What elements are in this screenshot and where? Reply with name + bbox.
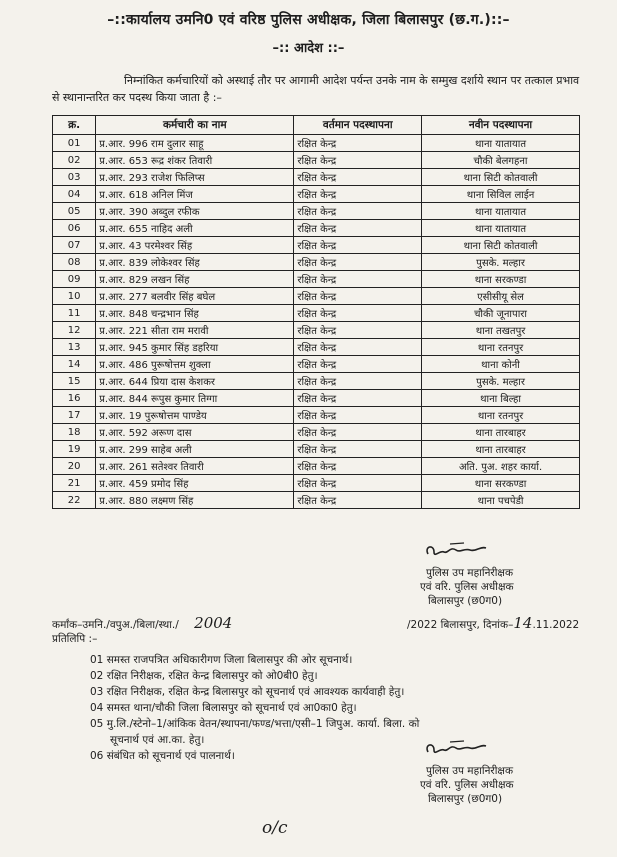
cell-serial: 19 [53, 441, 96, 458]
order-heading: –:: आदेश ::– [272, 41, 345, 56]
cell-current-posting: रक्षित केन्द्र [294, 186, 422, 203]
reference-date [407, 614, 579, 632]
table-row [53, 407, 580, 424]
col-header-serial: क्र. [53, 116, 96, 135]
table-row [53, 220, 580, 237]
cell-current-posting: रक्षित केन्द्र [294, 441, 422, 458]
cell-employee-name: प्र.आर. 43 परमेश्वर सिंह [96, 237, 294, 254]
signature-1-designation-2: एवं वरि. पुलिस अधीक्षक [420, 581, 514, 593]
table-row [53, 492, 580, 509]
cell-new-posting: थाना यातायात [422, 135, 580, 152]
cell-employee-name: प्र.आर. 19 पुरूषोत्तम पाण्डेय [96, 407, 294, 424]
reference-prefix: कर्मांक–उमनि./वपुअ./बिला/स्था./ [52, 619, 179, 631]
cell-serial: 18 [53, 424, 96, 441]
copy-item: 04 समस्त थाना/चौकी जिला बिलासपुर को सूचनार्थ एवं आ0का0 हेतु। [90, 702, 357, 714]
cell-new-posting: थाना सिटी कोतवाली [422, 237, 580, 254]
table-row [53, 356, 580, 373]
table-row [53, 186, 580, 203]
cell-serial: 04 [53, 186, 96, 203]
cell-serial: 09 [53, 271, 96, 288]
cell-new-posting: थाना रतनपुर [422, 407, 580, 424]
cell-serial: 02 [53, 152, 96, 169]
cell-employee-name: प्र.आर. 653 रूद्र शंकर तिवारी [96, 152, 294, 169]
cell-employee-name: प्र.आर. 221 सीता राम मरावी [96, 322, 294, 339]
table-body [53, 135, 580, 509]
cell-new-posting: थाना सिटी कोतवाली [422, 169, 580, 186]
cell-employee-name: प्र.आर. 655 नाहिद अली [96, 220, 294, 237]
copy-item: 02 रक्षित निरीक्षक, रक्षित केन्द्र बिलासपुर को ओ0बी0 हेतु। [90, 670, 318, 682]
cell-new-posting: थाना तारबाहर [422, 441, 580, 458]
table-row [53, 203, 580, 220]
cell-serial: 07 [53, 237, 96, 254]
signature-2-designation-2: एवं वरि. पुलिस अधीक्षक [420, 779, 514, 791]
cell-current-posting: रक्षित केन्द्र [294, 390, 422, 407]
cell-current-posting: रक्षित केन्द्र [294, 458, 422, 475]
table-header-row [53, 116, 580, 135]
cell-employee-name: प्र.आर. 844 रूपुस कुमार तिग्गा [96, 390, 294, 407]
table-row [53, 441, 580, 458]
cell-employee-name: प्र.आर. 996 राम दुलार साहू [96, 135, 294, 152]
table-row [53, 135, 580, 152]
cell-new-posting: थाना तारबाहर [422, 424, 580, 441]
cell-employee-name: प्र.आर. 277 बलवीर सिंह बघेल [96, 288, 294, 305]
reference-date-day: 14 [513, 614, 533, 632]
cell-new-posting: थाना तखतपुर [422, 322, 580, 339]
cell-new-posting: पुसके. मल्हार [422, 373, 580, 390]
table-row [53, 288, 580, 305]
table-row [53, 373, 580, 390]
reference-date-text: /2022 बिलासपुर, दिनांक– [407, 619, 514, 631]
office-title: –::कार्यालय उमनि0 एवं वरिष्ठ पुलिस अधीक्षक, जिला बिलासपुर (छ.ग.)::– [107, 12, 510, 28]
table-row [53, 424, 580, 441]
cell-current-posting: रक्षित केन्द्र [294, 373, 422, 390]
reference-line [52, 614, 592, 632]
cell-serial: 21 [53, 475, 96, 492]
cell-serial: 11 [53, 305, 96, 322]
cell-employee-name: प्र.आर. 390 अब्दुल रफीक [96, 203, 294, 220]
cell-employee-name: प्र.आर. 848 चन्द्रभान सिंह [96, 305, 294, 322]
cell-current-posting: रक्षित केन्द्र [294, 322, 422, 339]
order-intro-text: निम्नांकित कर्मचारियों को अस्थाई तौर पर आगामी आदेश पर्यन्त उनके नाम के सम्मुख दर्शाये स्थान पर तत्काल प्रभाव से स्थानान्तरित कर पदस्थ किया जाता है :– [52, 74, 580, 104]
col-header-employee-name: कर्मचारी का नाम [96, 116, 294, 135]
signature-scribble-1 [420, 540, 490, 562]
table-row [53, 305, 580, 322]
copy-to-label: प्रतिलिपि :– [52, 633, 98, 645]
table-row [53, 152, 580, 169]
cell-serial: 05 [53, 203, 96, 220]
cell-current-posting: रक्षित केन्द्र [294, 305, 422, 322]
cell-new-posting: थाना बिल्हा [422, 390, 580, 407]
cell-new-posting: अति. पुअ. शहर कार्या. [422, 458, 580, 475]
cell-serial: 06 [53, 220, 96, 237]
cell-serial: 16 [53, 390, 96, 407]
cell-employee-name: प्र.आर. 618 अनिल मिंज [96, 186, 294, 203]
signature-block-1 [420, 540, 514, 608]
cell-current-posting: रक्षित केन्द्र [294, 407, 422, 424]
cell-current-posting: रक्षित केन्द्र [294, 169, 422, 186]
col-header-new-posting: नवीन पदस्थापना [422, 116, 580, 135]
cell-employee-name: प्र.आर. 839 लोकेश्वर सिंह [96, 254, 294, 271]
table-row [53, 237, 580, 254]
cell-serial: 03 [53, 169, 96, 186]
cell-serial: 20 [53, 458, 96, 475]
table-row [53, 475, 580, 492]
cell-new-posting: चौकी जूनापारा [422, 305, 580, 322]
cell-current-posting: रक्षित केन्द्र [294, 152, 422, 169]
cell-serial: 10 [53, 288, 96, 305]
cell-new-posting: थाना यातायात [422, 220, 580, 237]
cell-serial: 08 [53, 254, 96, 271]
cell-employee-name: प्र.आर. 829 लखन सिंह [96, 271, 294, 288]
handwritten-note: o/c [262, 818, 288, 838]
cell-new-posting: थाना रतनपुर [422, 339, 580, 356]
signature-1-location: बिलासपुर (छ0ग0) [428, 595, 503, 607]
cell-new-posting: थाना कोनी [422, 356, 580, 373]
cell-current-posting: रक्षित केन्द्र [294, 254, 422, 271]
cell-employee-name: प्र.आर. 644 प्रिया दास केशकर [96, 373, 294, 390]
signature-scribble-2 [420, 738, 490, 760]
cell-employee-name: प्र.आर. 261 सतेश्वर तिवारी [96, 458, 294, 475]
cell-employee-name: प्र.आर. 299 साहेब अली [96, 441, 294, 458]
cell-current-posting: रक्षित केन्द्र [294, 135, 422, 152]
transfer-table [52, 115, 580, 509]
copy-item-continuation: सूचनार्थ एवं आ.का. हेतु। [110, 734, 205, 746]
cell-current-posting: रक्षित केन्द्र [294, 271, 422, 288]
cell-employee-name: प्र.आर. 293 राजेश फिलिप्स [96, 169, 294, 186]
reference-number: 2004 [194, 614, 233, 632]
copy-item: 06 संबंधित को सूचनार्थ एवं पालनार्थ। [90, 750, 235, 762]
copy-item: 01 समस्त राजपत्रित अधिकारीगण जिला बिलासपुर की ओर सूचनार्थ। [90, 654, 353, 666]
col-header-current-posting: वर्तमान पदस्थापना [294, 116, 422, 135]
cell-employee-name: प्र.आर. 486 पुरूषोत्तम शुक्ला [96, 356, 294, 373]
cell-employee-name: प्र.आर. 880 लक्ष्मण सिंह [96, 492, 294, 509]
cell-employee-name: प्र.आर. 459 प्रमोद सिंह [96, 475, 294, 492]
reference-date-suffix: .11.2022 [532, 619, 580, 631]
table-row [53, 458, 580, 475]
table-row [53, 322, 580, 339]
cell-current-posting: रक्षित केन्द्र [294, 288, 422, 305]
copy-item: 05 मु.लि./स्टेनो–1/आंकिक वेतन/स्थापना/फण्ड/भत्ता/एसी–1 जिपुअ. कार्या. बिला. को [90, 718, 420, 730]
cell-new-posting: थाना सरकण्डा [422, 271, 580, 288]
cell-new-posting: थाना पचपेडी [422, 492, 580, 509]
cell-new-posting: थाना सरकण्डा [422, 475, 580, 492]
cell-new-posting: थाना यातायात [422, 203, 580, 220]
cell-current-posting: रक्षित केन्द्र [294, 492, 422, 509]
cell-serial: 01 [53, 135, 96, 152]
cell-serial: 13 [53, 339, 96, 356]
signature-2-designation: पुलिस उप महानिरीक्षक [426, 765, 514, 777]
signature-2-location: बिलासपुर (छ0ग0) [428, 793, 503, 805]
table-row [53, 169, 580, 186]
cell-new-posting: थाना सिविल लाईन [422, 186, 580, 203]
cell-employee-name: प्र.आर. 945 कुमार सिंह डहरिया [96, 339, 294, 356]
cell-current-posting: रक्षित केन्द्र [294, 203, 422, 220]
cell-new-posting: चौकी बेलगहना [422, 152, 580, 169]
cell-current-posting: रक्षित केन्द्र [294, 424, 422, 441]
cell-serial: 12 [53, 322, 96, 339]
cell-current-posting: रक्षित केन्द्र [294, 356, 422, 373]
table-row [53, 254, 580, 271]
table-row [53, 271, 580, 288]
table-row [53, 339, 580, 356]
cell-serial: 15 [53, 373, 96, 390]
cell-current-posting: रक्षित केन्द्र [294, 237, 422, 254]
cell-current-posting: रक्षित केन्द्र [294, 339, 422, 356]
cell-current-posting: रक्षित केन्द्र [294, 475, 422, 492]
cell-serial: 14 [53, 356, 96, 373]
cell-current-posting: रक्षित केन्द्र [294, 220, 422, 237]
cell-new-posting: पुसके. मल्हार [422, 254, 580, 271]
signature-block-2 [420, 738, 514, 806]
cell-new-posting: एसीसीयू सेल [422, 288, 580, 305]
signature-1-designation: पुलिस उप महानिरीक्षक [426, 567, 514, 579]
cell-serial: 22 [53, 492, 96, 509]
cell-employee-name: प्र.आर. 592 अरूण दास [96, 424, 294, 441]
copy-item: 03 रक्षित निरीक्षक, रक्षित केन्द्र बिलासपुर को सूचनार्थ एवं आवश्यक कार्यवाही हेतु। [90, 686, 405, 698]
table-row [53, 390, 580, 407]
cell-serial: 17 [53, 407, 96, 424]
